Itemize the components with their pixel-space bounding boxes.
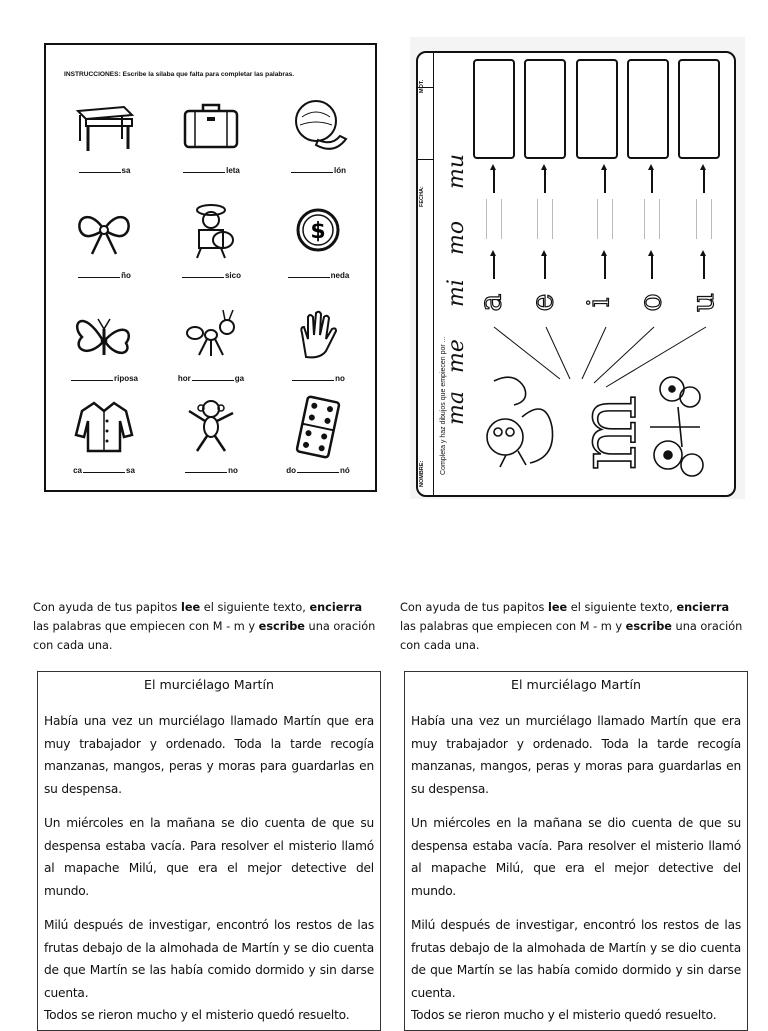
- answer-blank[interactable]: [79, 165, 121, 173]
- butterfly-icon: [72, 303, 136, 367]
- item-domino: [268, 395, 368, 500]
- pencil-instruction: Completa y haz dibujos que empiecen por ...: [440, 336, 447, 475]
- syllable-text: no: [228, 466, 238, 475]
- syllable-me: me: [444, 339, 469, 373]
- intro-bold: encierra: [309, 601, 363, 614]
- story-closing: Todos se rieron mucho y el misterio quedó resuelto.: [44, 1008, 350, 1022]
- word-line: [54, 373, 154, 383]
- syllable-text: sico: [224, 271, 241, 280]
- intro-bold: lee: [548, 601, 568, 614]
- answer-blank[interactable]: [185, 465, 227, 473]
- word-line: [54, 465, 154, 475]
- vowel-e: e: [525, 293, 561, 312]
- intro-bold: escribe: [625, 620, 672, 633]
- intro-text: el siguiente texto,: [567, 601, 677, 614]
- story-paragraph: Un miércoles en la mañana se dio cuenta de que su despensa estaba vacía. Para resolver el misterio llamó al mapache Milú, que era el mejor detective del mundo.: [44, 816, 374, 898]
- syllable-text: leta: [226, 166, 240, 175]
- story-closing: Todos se rieron mucho y el misterio quedó resuelto.: [411, 1008, 717, 1022]
- story-paragraph: Había una vez un murciélago llamado Martín que era muy trabajador y ordenado. Toda la tarde recogía manzanas, mangos, peras y moras para guardarlas en su despensa.: [411, 714, 741, 796]
- syllable-text: ño: [121, 271, 131, 280]
- big-letter-m: m: [560, 395, 654, 471]
- intro-text: una oración con cada una.: [33, 620, 376, 652]
- item-hand: [268, 303, 368, 408]
- answer-blank[interactable]: [183, 165, 225, 173]
- svg-text:$: $: [310, 219, 326, 244]
- story-paragraph: Milú después de investigar, encontró los restos de las frutas debajo de la almohada de Martín y se dio cuenta de que Martín se las había comido dormido y sin darse cuenta.: [44, 918, 374, 1000]
- answer-blank[interactable]: [182, 270, 224, 278]
- mot-label: MOT.: [419, 79, 425, 93]
- syllable-text: ga: [234, 374, 245, 383]
- item-ant: [161, 303, 261, 408]
- item-table: [54, 95, 154, 200]
- syllable-mo: mo: [444, 220, 469, 255]
- monkey-icon: [179, 395, 243, 459]
- item-monkey: [161, 395, 261, 500]
- fecha-label: FECHA:: [419, 186, 425, 207]
- item-shirt: [54, 395, 154, 500]
- syllable-text: sa: [126, 466, 135, 475]
- vowel-i: i: [581, 297, 617, 308]
- intro-bold: encierra: [676, 601, 730, 614]
- item-butterfly: [54, 303, 154, 408]
- word-line: [268, 465, 368, 475]
- syllable-ma: ma: [444, 391, 469, 425]
- suitcase-icon: [179, 95, 243, 159]
- story-box-right: [404, 671, 748, 1031]
- answer-blank[interactable]: [292, 373, 334, 381]
- word-line: [54, 165, 154, 175]
- word-line: [161, 373, 261, 383]
- item-melon: [268, 95, 368, 200]
- story-box-left: [37, 671, 381, 1031]
- item-coin: [268, 200, 368, 305]
- word-line: [161, 270, 261, 280]
- reading-instructions-right: [400, 598, 745, 655]
- item-suitcase: [161, 95, 261, 200]
- word-line: [161, 165, 261, 175]
- shirt-icon: [72, 395, 136, 459]
- vowel-o: o: [633, 293, 669, 312]
- worksheet-letter-m: [410, 37, 745, 499]
- word-line: [268, 270, 368, 280]
- hand-icon: [286, 303, 350, 367]
- answer-blank[interactable]: [291, 165, 333, 173]
- bow-icon: [72, 200, 136, 264]
- story-paragraph: Había una vez un murciélago llamado Martín que era muy trabajador y ordenado. Toda la tarde recogía manzanas, mangos, peras y moras para guardarlas en su despensa.: [44, 714, 374, 796]
- melon-icon: [286, 95, 350, 159]
- syllable-text: hor: [177, 374, 191, 383]
- syllable-text: nó: [340, 466, 350, 475]
- word-line: [268, 373, 368, 383]
- worksheet-instructions: INSTRUCCIONES: Escribe la sílaba que falta para completar las palabras.: [64, 71, 295, 78]
- syllable-text: ca: [73, 466, 82, 475]
- syllable-text: neda: [330, 271, 350, 280]
- intro-text: una oración con cada una.: [400, 620, 743, 652]
- story-title: El murciélago Martín: [144, 677, 274, 692]
- nombre-label: NOMBRE:: [419, 460, 425, 487]
- intro-text: el siguiente texto,: [200, 601, 310, 614]
- word-line: [161, 465, 261, 475]
- answer-blank[interactable]: [192, 373, 234, 381]
- syllable-mi: mi: [444, 279, 469, 307]
- answer-blank[interactable]: [297, 465, 339, 473]
- vowel-a: a: [473, 293, 509, 312]
- answer-blank[interactable]: [78, 270, 120, 278]
- intro-text: las palabras que empiecen con M - m y: [33, 620, 259, 633]
- story-paragraph: Milú después de investigar, encontró los restos de las frutas debajo de la almohada de Martín y se dio cuenta de que Martín se las había comido dormido y sin darse cuenta.: [411, 918, 741, 1000]
- story-title: El murciélago Martín: [511, 677, 641, 692]
- syllable-text: do: [286, 466, 296, 475]
- word-line: [54, 270, 154, 280]
- item-musician: [161, 200, 261, 305]
- item-bow: [54, 200, 154, 305]
- answer-blank[interactable]: [83, 465, 125, 473]
- syllable-text: no: [335, 374, 345, 383]
- ant-icon: [179, 303, 243, 367]
- story-paragraph: Un miércoles en la mañana se dio cuenta de que su despensa estaba vacía. Para resolver el misterio llamó al mapache Milú, que era el mejor detective del mundo.: [411, 816, 741, 898]
- word-line: [268, 165, 368, 175]
- reading-instructions-left: [33, 598, 378, 655]
- domino-icon: [286, 395, 350, 459]
- intro-text: las palabras que empiecen con M - m y: [400, 620, 626, 633]
- vowel-u: u: [686, 292, 722, 313]
- syllable-text: lón: [334, 166, 346, 175]
- musician-icon: [179, 200, 243, 264]
- coin-icon: [286, 200, 350, 264]
- worksheet-missing-syllable: [44, 43, 377, 492]
- intro-text: Con ayuda de tus papitos: [400, 601, 549, 614]
- syllable-mu: mu: [444, 153, 469, 189]
- syllable-text: riposa: [113, 374, 138, 383]
- intro-bold: escribe: [258, 620, 305, 633]
- syllable-text: sa: [121, 166, 131, 175]
- table-icon: [72, 95, 136, 159]
- answer-blank[interactable]: [288, 270, 330, 278]
- intro-bold: lee: [181, 601, 201, 614]
- intro-text: Con ayuda de tus papitos: [33, 601, 182, 614]
- answer-blank[interactable]: [71, 373, 113, 381]
